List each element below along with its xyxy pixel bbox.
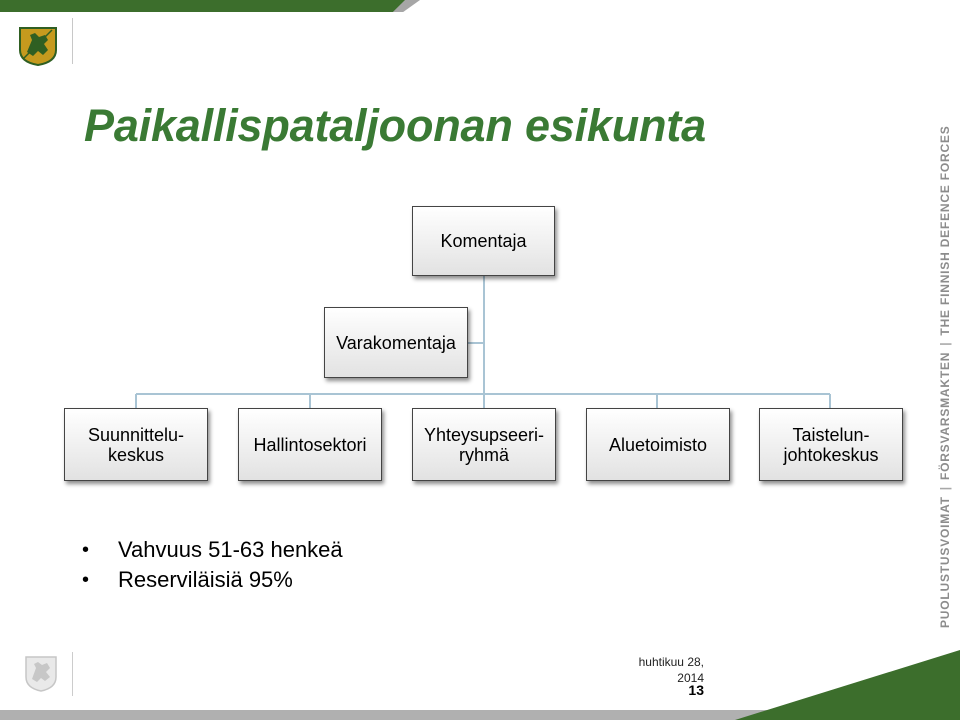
brand-text-sv: FÖRSVARSMAKTEN xyxy=(938,351,952,481)
brand-text-en: THE FINNISH DEFENCE FORCES xyxy=(938,125,952,336)
org-box-deputy-commander xyxy=(324,307,468,378)
slide-title: Paikallispataljoonan esikunta xyxy=(84,100,706,151)
org-box-label: Komentaja xyxy=(440,231,527,251)
org-box-commander xyxy=(412,206,555,276)
page-number: 13 xyxy=(688,682,704,698)
org-box-label: Yhteysupseeri- ryhmä xyxy=(423,424,545,465)
bullet-item: • Reserviläisiä 95% xyxy=(80,565,343,595)
org-box-label: Hallintosektori xyxy=(253,434,367,455)
bullet-item: • Vahvuus 51-63 henkeä xyxy=(80,535,343,565)
bullet-list xyxy=(80,535,343,595)
org-box-liaison-group xyxy=(412,408,556,481)
org-box-label: Aluetoimisto xyxy=(608,434,708,455)
org-box-label: Suunnittelu- keskus xyxy=(87,424,185,465)
brand-text-fi: PUOLUSTUSVOIMAT xyxy=(938,496,952,628)
org-box-combat-command-center xyxy=(759,408,903,481)
org-box-administration xyxy=(238,408,382,481)
lion-crest-icon xyxy=(24,654,58,692)
org-box-label: Varakomentaja xyxy=(336,332,456,353)
org-box-label: Taistelun- johtokeskus xyxy=(783,424,879,465)
footer-divider xyxy=(72,652,73,696)
org-box-planning-center xyxy=(64,408,208,481)
slide-date: huhtikuu 28, 2014 xyxy=(638,655,704,685)
vertical-brand-text: PUOLUSTUSVOIMAT|FÖRSVARSMAKTEN|THE FINNISH DEFENCE FORCES xyxy=(938,125,952,628)
org-box-regional-office xyxy=(586,408,730,481)
